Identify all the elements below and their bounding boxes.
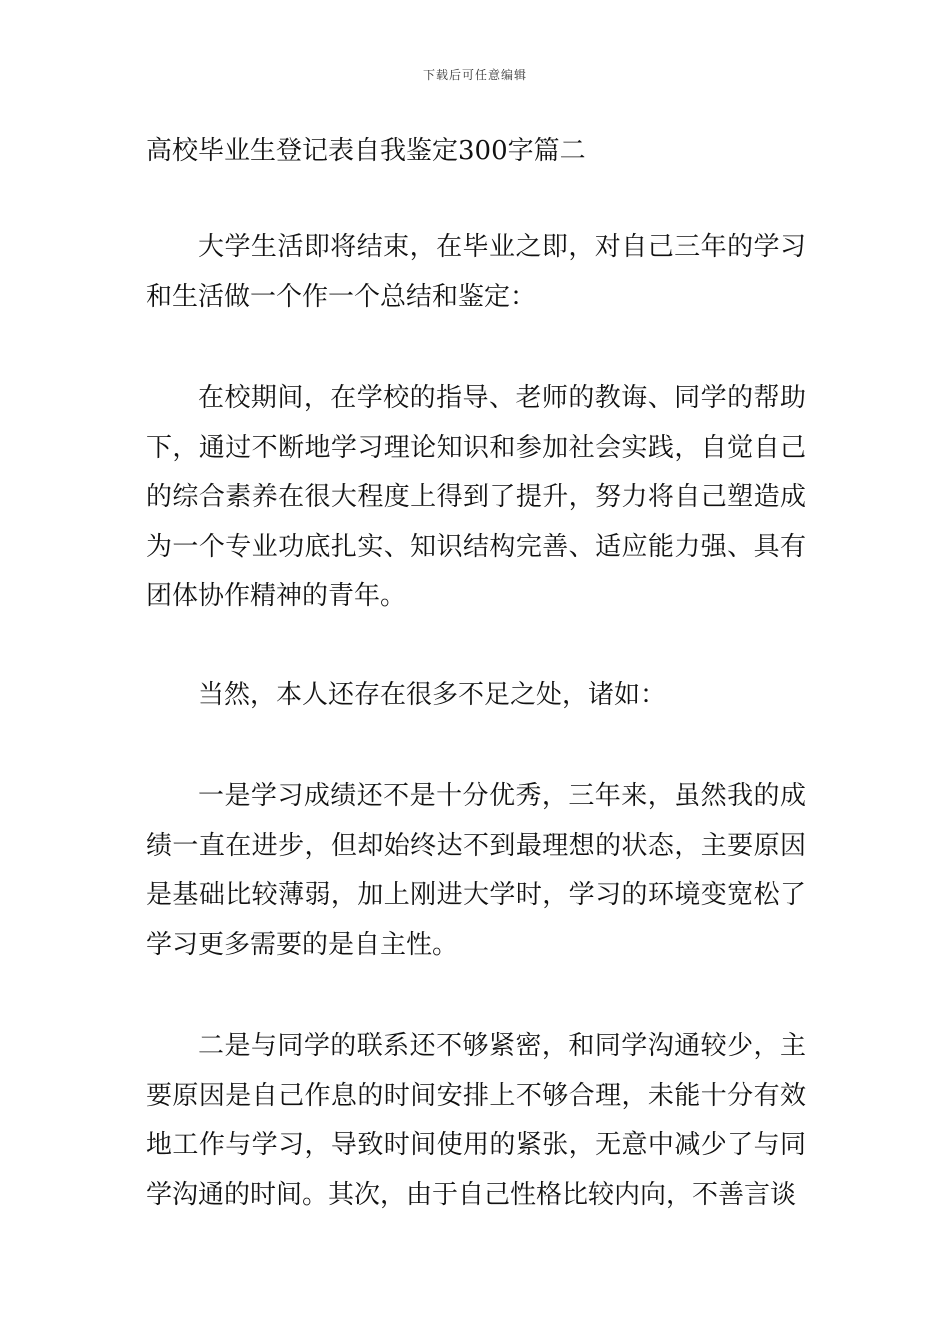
paragraph-shortcomings-intro: 当然，本人还存在很多不足之处，诸如： [198, 680, 667, 710]
header-note: 下载后可任意编辑 [422, 68, 527, 82]
document-title: 高校毕业生登记表自我鉴定300字篇二 [146, 136, 586, 166]
paragraph-school-period: 在校期间，在学校的指导、老师的教诲、同学的帮助下，通过不断地学习理论知识和参加社会实践，自觉自己的综合素养在很大程度上得到了提升，努力将自己塑造成为一个专业功底扎实、知识结构完善、适应能力强、具有团体协作精神的青年。 [146, 383, 806, 611]
paragraph-intro: 大学生活即将结束，在毕业之即，对自己三年的学习和生活做一个作一个总结和鉴定： [146, 232, 806, 312]
paragraph-shortcoming-one: 一是学习成绩还不是十分优秀，三年来，虽然我的成绩一直在进步，但却始终达不到最理想的状态，主要原因是基础比较薄弱，加上刚进大学时，学习的环境变宽松了学习更多需要的是自主性。 [146, 781, 806, 960]
paragraph-shortcoming-two: 二是与同学的联系还不够紧密，和同学沟通较少，主要原因是自己作息的时间安排上不够合理，未能十分有效地工作与学习，导致时间使用的紧张，无意中减少了与同学沟通的时间。其次，由于自己性格比较内向，不善言谈 [146, 1031, 806, 1210]
